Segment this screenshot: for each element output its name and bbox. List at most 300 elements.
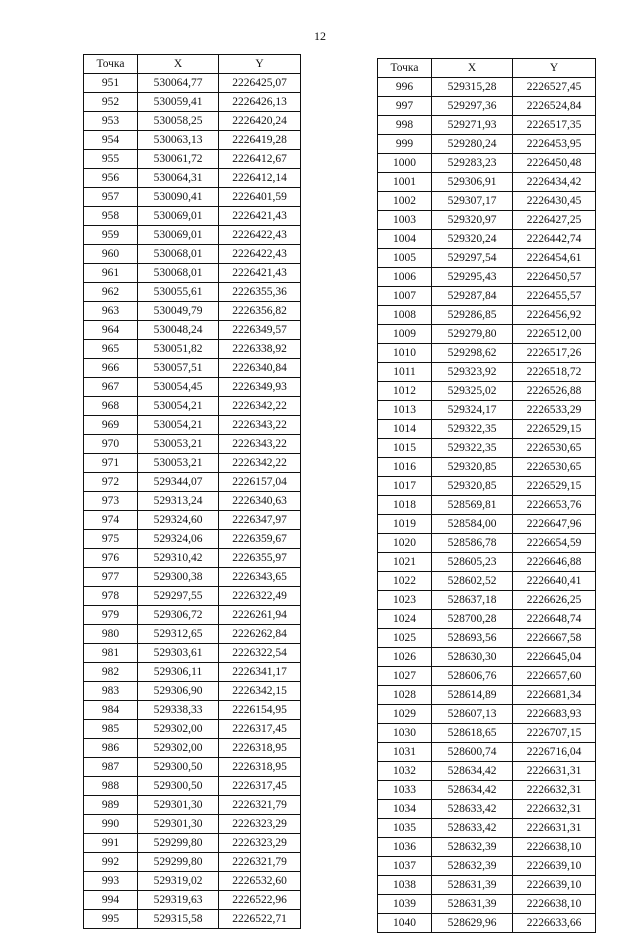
point-cell: 961: [84, 264, 138, 283]
y-cell: 2226425,07: [219, 74, 301, 93]
table-row: [378, 344, 596, 363]
table-row: [378, 762, 596, 781]
point-cell: 963: [84, 302, 138, 321]
table-row: [84, 549, 301, 568]
y-cell: 2226317,45: [219, 720, 301, 739]
table-row: [378, 629, 596, 648]
table-row: [84, 910, 301, 929]
point-cell: 978: [84, 587, 138, 606]
point-cell: 971: [84, 454, 138, 473]
table-row: [378, 667, 596, 686]
x-cell: 530068,01: [138, 245, 219, 264]
table-row: [378, 819, 596, 838]
table-row: [84, 492, 301, 511]
point-cell: 1014: [378, 420, 432, 439]
y-cell: 2226529,15: [513, 420, 596, 439]
x-cell: 530063,13: [138, 131, 219, 150]
point-cell: 957: [84, 188, 138, 207]
table-row: [84, 568, 301, 587]
y-cell: 2226522,96: [219, 891, 301, 910]
table-row: [84, 435, 301, 454]
point-cell: 988: [84, 777, 138, 796]
y-cell: 2226529,15: [513, 477, 596, 496]
x-cell: 528605,23: [432, 553, 513, 572]
table-row: [378, 382, 596, 401]
y-cell: 2226318,95: [219, 739, 301, 758]
table-row: [84, 169, 301, 188]
table-row: [84, 112, 301, 131]
point-cell: 954: [84, 131, 138, 150]
y-cell: 2226526,88: [513, 382, 596, 401]
x-cell: 529306,11: [138, 663, 219, 682]
point-cell: 1027: [378, 667, 432, 686]
table-row: [84, 530, 301, 549]
x-cell: 529301,30: [138, 815, 219, 834]
table-row: [84, 473, 301, 492]
x-cell: 529320,85: [432, 458, 513, 477]
table-row: [378, 78, 596, 97]
table-row: [84, 511, 301, 530]
point-cell: 997: [378, 97, 432, 116]
x-cell: 528630,30: [432, 648, 513, 667]
point-cell: 1037: [378, 857, 432, 876]
x-cell: 529300,50: [138, 777, 219, 796]
table-row: [84, 777, 301, 796]
point-cell: 951: [84, 74, 138, 93]
y-cell: 2226522,71: [219, 910, 301, 929]
y-cell: 2226359,67: [219, 530, 301, 549]
x-cell: 530069,01: [138, 207, 219, 226]
x-cell: 529299,80: [138, 834, 219, 853]
point-cell: 959: [84, 226, 138, 245]
x-cell: 529295,43: [432, 268, 513, 287]
table-row: [378, 192, 596, 211]
table-row: [84, 454, 301, 473]
point-cell: 1024: [378, 610, 432, 629]
table-row: [84, 226, 301, 245]
y-cell: 2226654,59: [513, 534, 596, 553]
y-cell: 2226262,84: [219, 625, 301, 644]
x-cell: 530053,21: [138, 454, 219, 473]
table-row: [378, 306, 596, 325]
point-cell: 992: [84, 853, 138, 872]
x-cell: 529297,55: [138, 587, 219, 606]
y-cell: 2226426,13: [219, 93, 301, 112]
y-cell: 2226317,45: [219, 777, 301, 796]
table-row: [84, 264, 301, 283]
point-cell: 1000: [378, 154, 432, 173]
table-row: [84, 340, 301, 359]
table-row: [84, 131, 301, 150]
y-cell: 2226342,15: [219, 682, 301, 701]
y-cell: 2226321,79: [219, 853, 301, 872]
table-row: [378, 895, 596, 914]
x-cell: 529300,50: [138, 758, 219, 777]
x-cell: 529306,91: [432, 173, 513, 192]
y-cell: 2226349,93: [219, 378, 301, 397]
point-cell: 1029: [378, 705, 432, 724]
x-cell: 529300,38: [138, 568, 219, 587]
table-row: [84, 625, 301, 644]
x-cell: 530090,41: [138, 188, 219, 207]
y-cell: 2226430,45: [513, 192, 596, 211]
table-row: [84, 359, 301, 378]
y-cell: 2226420,24: [219, 112, 301, 131]
point-cell: 964: [84, 321, 138, 340]
x-cell: 529319,63: [138, 891, 219, 910]
point-cell: 977: [84, 568, 138, 587]
point-cell: 1013: [378, 401, 432, 420]
table-row: [378, 458, 596, 477]
x-cell: 529298,62: [432, 344, 513, 363]
table-row: [84, 891, 301, 910]
point-cell: 990: [84, 815, 138, 834]
header-x: X: [138, 55, 219, 74]
x-cell: 530051,82: [138, 340, 219, 359]
y-cell: 2226631,31: [513, 819, 596, 838]
table-row: [84, 587, 301, 606]
y-cell: 2226422,43: [219, 226, 301, 245]
y-cell: 2226323,29: [219, 834, 301, 853]
y-cell: 2226657,60: [513, 667, 596, 686]
point-cell: 1019: [378, 515, 432, 534]
table-row: [84, 207, 301, 226]
point-cell: 985: [84, 720, 138, 739]
x-cell: 528637,18: [432, 591, 513, 610]
point-cell: 1016: [378, 458, 432, 477]
y-cell: 2226347,97: [219, 511, 301, 530]
table-row: [84, 739, 301, 758]
table-row: [84, 853, 301, 872]
table-row: [378, 515, 596, 534]
y-cell: 2226427,25: [513, 211, 596, 230]
y-cell: 2226349,57: [219, 321, 301, 340]
y-cell: 2226454,61: [513, 249, 596, 268]
y-cell: 2226356,82: [219, 302, 301, 321]
table-row: [378, 211, 596, 230]
x-cell: 530058,25: [138, 112, 219, 131]
point-cell: 1012: [378, 382, 432, 401]
table-row: [378, 781, 596, 800]
table-row: [84, 150, 301, 169]
x-cell: 529302,00: [138, 720, 219, 739]
y-cell: 2226442,74: [513, 230, 596, 249]
point-cell: 984: [84, 701, 138, 720]
y-cell: 2226631,31: [513, 762, 596, 781]
x-cell: 529323,92: [432, 363, 513, 382]
x-cell: 530053,21: [138, 435, 219, 454]
point-cell: 993: [84, 872, 138, 891]
table-row: [378, 173, 596, 192]
x-cell: 528631,39: [432, 876, 513, 895]
x-cell: 528614,89: [432, 686, 513, 705]
table-row: [84, 378, 301, 397]
y-cell: 2226633,66: [513, 914, 596, 933]
x-cell: 528634,42: [432, 762, 513, 781]
x-cell: 528569,81: [432, 496, 513, 515]
header-x: X: [432, 59, 513, 78]
table-row: [84, 682, 301, 701]
table-row: [84, 416, 301, 435]
x-cell: 530068,01: [138, 264, 219, 283]
x-cell: 529344,07: [138, 473, 219, 492]
point-cell: 1031: [378, 743, 432, 762]
coordinates-table-left: [83, 54, 301, 929]
y-cell: 2226667,58: [513, 629, 596, 648]
x-cell: 529315,58: [138, 910, 219, 929]
point-cell: 999: [378, 135, 432, 154]
x-cell: 529303,61: [138, 644, 219, 663]
header-point: Точка: [84, 55, 138, 74]
y-cell: 2226626,25: [513, 591, 596, 610]
y-cell: 2226340,63: [219, 492, 301, 511]
y-cell: 2226261,94: [219, 606, 301, 625]
y-cell: 2226450,57: [513, 268, 596, 287]
y-cell: 2226412,67: [219, 150, 301, 169]
y-cell: 2226455,57: [513, 287, 596, 306]
table-row: [378, 325, 596, 344]
table-row: [378, 135, 596, 154]
table-row: [84, 188, 301, 207]
point-cell: 982: [84, 663, 138, 682]
y-cell: 2226321,79: [219, 796, 301, 815]
x-cell: 528607,13: [432, 705, 513, 724]
table-row: [84, 74, 301, 93]
header-y: Y: [513, 59, 596, 78]
x-cell: 528633,42: [432, 800, 513, 819]
x-cell: 529297,36: [432, 97, 513, 116]
x-cell: 529306,72: [138, 606, 219, 625]
table-row: [84, 93, 301, 112]
point-cell: 1021: [378, 553, 432, 572]
point-cell: 1015: [378, 439, 432, 458]
y-cell: 2226322,54: [219, 644, 301, 663]
point-cell: 1033: [378, 781, 432, 800]
x-cell: 530054,21: [138, 397, 219, 416]
table-row: [84, 872, 301, 891]
y-cell: 2226639,10: [513, 876, 596, 895]
point-cell: 998: [378, 116, 432, 135]
x-cell: 529313,24: [138, 492, 219, 511]
table-row: [84, 644, 301, 663]
table-row: [378, 477, 596, 496]
y-cell: 2226342,22: [219, 397, 301, 416]
point-cell: 1010: [378, 344, 432, 363]
point-cell: 960: [84, 245, 138, 264]
point-cell: 989: [84, 796, 138, 815]
table-row: [378, 838, 596, 857]
y-cell: 2226647,96: [513, 515, 596, 534]
point-cell: 1025: [378, 629, 432, 648]
y-cell: 2226323,29: [219, 815, 301, 834]
x-cell: 529301,30: [138, 796, 219, 815]
point-cell: 1007: [378, 287, 432, 306]
point-cell: 974: [84, 511, 138, 530]
point-cell: 991: [84, 834, 138, 853]
y-cell: 2226638,10: [513, 895, 596, 914]
x-cell: 529279,80: [432, 325, 513, 344]
point-cell: 1023: [378, 591, 432, 610]
point-cell: 987: [84, 758, 138, 777]
table-row: [378, 572, 596, 591]
y-cell: 2226342,22: [219, 454, 301, 473]
y-cell: 2226640,41: [513, 572, 596, 591]
y-cell: 2226530,65: [513, 458, 596, 477]
point-cell: 965: [84, 340, 138, 359]
x-cell: 528633,42: [432, 819, 513, 838]
table-row: [84, 701, 301, 720]
point-cell: 996: [378, 78, 432, 97]
y-cell: 2226154,95: [219, 701, 301, 720]
x-cell: 528631,39: [432, 895, 513, 914]
x-cell: 529319,02: [138, 872, 219, 891]
y-cell: 2226716,04: [513, 743, 596, 762]
point-cell: 975: [84, 530, 138, 549]
point-cell: 953: [84, 112, 138, 131]
x-cell: 529283,23: [432, 154, 513, 173]
x-cell: 529297,54: [432, 249, 513, 268]
x-cell: 529310,42: [138, 549, 219, 568]
x-cell: 530054,21: [138, 416, 219, 435]
point-cell: 955: [84, 150, 138, 169]
x-cell: 530048,24: [138, 321, 219, 340]
point-cell: 1004: [378, 230, 432, 249]
y-cell: 2226355,97: [219, 549, 301, 568]
x-cell: 528629,96: [432, 914, 513, 933]
point-cell: 1028: [378, 686, 432, 705]
table-row: [84, 302, 301, 321]
y-cell: 2226355,36: [219, 283, 301, 302]
x-cell: 529320,24: [432, 230, 513, 249]
x-cell: 530057,51: [138, 359, 219, 378]
y-cell: 2226419,28: [219, 131, 301, 150]
x-cell: 529322,35: [432, 439, 513, 458]
table-row: [378, 610, 596, 629]
y-cell: 2226318,95: [219, 758, 301, 777]
point-cell: 958: [84, 207, 138, 226]
x-cell: 529306,90: [138, 682, 219, 701]
x-cell: 530055,61: [138, 283, 219, 302]
point-cell: 1008: [378, 306, 432, 325]
y-cell: 2226638,10: [513, 838, 596, 857]
table-row: [378, 914, 596, 933]
table-row: [378, 705, 596, 724]
x-cell: 528602,52: [432, 572, 513, 591]
table-row: [378, 401, 596, 420]
x-cell: 530064,31: [138, 169, 219, 188]
point-cell: 1006: [378, 268, 432, 287]
y-cell: 2226646,88: [513, 553, 596, 572]
x-cell: 529324,06: [138, 530, 219, 549]
table-row: [378, 496, 596, 515]
point-cell: 1035: [378, 819, 432, 838]
x-cell: 529286,85: [432, 306, 513, 325]
table-row: [378, 686, 596, 705]
x-cell: 528634,42: [432, 781, 513, 800]
point-cell: 994: [84, 891, 138, 910]
x-cell: 529302,00: [138, 739, 219, 758]
table-row: [84, 834, 301, 853]
x-cell: 529325,02: [432, 382, 513, 401]
x-cell: 529280,24: [432, 135, 513, 154]
table-row: [378, 249, 596, 268]
point-cell: 966: [84, 359, 138, 378]
table-row: [84, 663, 301, 682]
point-cell: 952: [84, 93, 138, 112]
x-cell: 529324,60: [138, 511, 219, 530]
y-cell: 2226683,93: [513, 705, 596, 724]
point-cell: 981: [84, 644, 138, 663]
x-cell: 528618,65: [432, 724, 513, 743]
x-cell: 529307,17: [432, 192, 513, 211]
point-cell: 1026: [378, 648, 432, 667]
point-cell: 970: [84, 435, 138, 454]
y-cell: 2226338,92: [219, 340, 301, 359]
y-cell: 2226681,34: [513, 686, 596, 705]
point-cell: 969: [84, 416, 138, 435]
y-cell: 2226421,43: [219, 264, 301, 283]
table-row: [378, 534, 596, 553]
x-cell: 529320,85: [432, 477, 513, 496]
y-cell: 2226456,92: [513, 306, 596, 325]
x-cell: 528693,56: [432, 629, 513, 648]
x-cell: 528632,39: [432, 857, 513, 876]
table-row: [84, 815, 301, 834]
y-cell: 2226450,48: [513, 154, 596, 173]
x-cell: 530069,01: [138, 226, 219, 245]
point-cell: 956: [84, 169, 138, 188]
table-row: [378, 230, 596, 249]
table-row: [84, 758, 301, 777]
x-cell: 529324,17: [432, 401, 513, 420]
table-body-right: [378, 78, 596, 933]
point-cell: 995: [84, 910, 138, 929]
y-cell: 2226453,95: [513, 135, 596, 154]
y-cell: 2226157,04: [219, 473, 301, 492]
x-cell: 529287,84: [432, 287, 513, 306]
table-row: [378, 857, 596, 876]
y-cell: 2226653,76: [513, 496, 596, 515]
y-cell: 2226532,60: [219, 872, 301, 891]
table-row: [378, 363, 596, 382]
x-cell: 528632,39: [432, 838, 513, 857]
y-cell: 2226524,84: [513, 97, 596, 116]
x-cell: 530064,77: [138, 74, 219, 93]
x-cell: 528700,28: [432, 610, 513, 629]
y-cell: 2226322,49: [219, 587, 301, 606]
point-cell: 968: [84, 397, 138, 416]
y-cell: 2226533,29: [513, 401, 596, 420]
table-row: [84, 606, 301, 625]
table-row: [378, 724, 596, 743]
point-cell: 986: [84, 739, 138, 758]
page-number: 12: [314, 29, 326, 43]
y-cell: 2226517,35: [513, 116, 596, 135]
x-cell: 530061,72: [138, 150, 219, 169]
point-cell: 976: [84, 549, 138, 568]
table-row: [378, 154, 596, 173]
x-cell: 529312,65: [138, 625, 219, 644]
point-cell: 1038: [378, 876, 432, 895]
y-cell: 2226639,10: [513, 857, 596, 876]
header-point: Точка: [378, 59, 432, 78]
y-cell: 2226645,04: [513, 648, 596, 667]
x-cell: 528606,76: [432, 667, 513, 686]
table-body-left: [84, 74, 301, 929]
point-cell: 1003: [378, 211, 432, 230]
point-cell: 983: [84, 682, 138, 701]
y-cell: 2226707,15: [513, 724, 596, 743]
